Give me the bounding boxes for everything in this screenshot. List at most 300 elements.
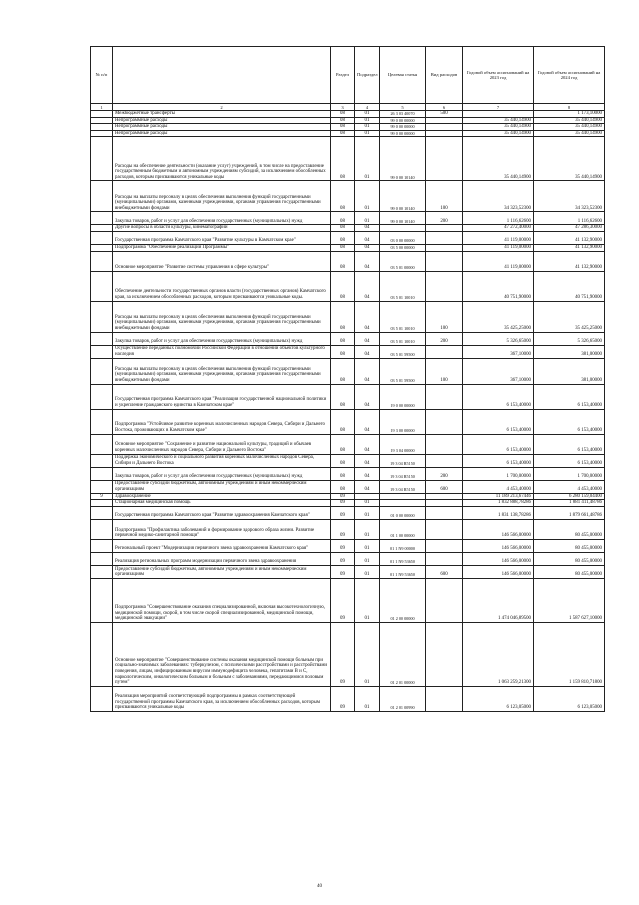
table-row — [91, 686, 605, 711]
table-row — [91, 130, 605, 137]
row-section: 08 — [331, 244, 355, 251]
row-volume-2024: 1 173,10000 — [534, 111, 605, 118]
row-volume-2024: 41 132,90000 — [534, 244, 605, 251]
row-section: 08 — [331, 358, 355, 384]
row-volume-2024: 80 455,00000 — [534, 565, 605, 578]
row-subsection: 04 — [355, 409, 380, 434]
row-section: 09 — [331, 578, 355, 622]
table-row — [91, 622, 605, 686]
row-volume-2024: 35 440,14900 — [534, 117, 605, 124]
table-row — [91, 117, 605, 124]
row-expense-type — [426, 225, 463, 232]
row-expense-type — [426, 493, 463, 500]
row-target: 03 5 01 59500 — [380, 358, 426, 384]
row-num — [91, 301, 113, 332]
row-volume-2024: 6 153,40000 — [534, 434, 605, 454]
row-name: Основное мероприятие "Совершенствование системы оказания медицинской помощи больным при социально-значимых заболеваниях: туберкулезом, с психическими расстройствами и расстройствами поведения, лицам, инфицированным вирусом иммунодефицита человека, гепатитами В и С, наркологическим, онкологическим больным и больным с заболеваниями, передающимися половым путем" — [113, 622, 331, 686]
row-section: 09 — [331, 686, 355, 711]
row-volume-2023: 35 440,14900 — [463, 130, 534, 137]
row-section: 08 — [331, 301, 355, 332]
column-number: 4 — [355, 104, 380, 111]
row-name: Реализация мероприятий соответствующей подпрограммы в рамках соответствующей государственной программы Камчатского края, за исключением обособленных расходов, которым присваиваются уникальные коды — [113, 686, 331, 711]
row-expense-type — [426, 552, 463, 565]
row-expense-type — [426, 500, 463, 507]
row-name: Государственная программа Камчатского края "Развитие культуры в Камчатском крае" — [113, 231, 331, 244]
row-volume-2023: 1 700,00000 — [463, 467, 534, 480]
row-volume-2023 — [463, 111, 534, 118]
row-section: 08 — [331, 480, 355, 493]
table-row — [91, 358, 605, 384]
row-subsection: 04 — [355, 434, 380, 454]
row-target: 19 3 04 00000 — [380, 434, 426, 454]
row-volume-2024: 6 153,40000 — [534, 409, 605, 434]
row-section: 08 — [331, 111, 355, 118]
row-name: Подпрограмма "Совершенствование оказания специализированной, включая высокотехнологичную, медицинской помощи, скорой, в том числе скорой специализированной, медицинской помощи, медицинской эвакуации" — [113, 578, 331, 622]
table-row — [91, 434, 605, 454]
row-volume-2024: 35 440,14900 — [534, 124, 605, 131]
table-row — [91, 552, 605, 565]
row-target: 03 5 00 00000 — [380, 244, 426, 251]
table-row — [91, 565, 605, 578]
row-volume-2024: 1 159 810,71800 — [534, 622, 605, 686]
row-volume-2023: 1 831 138,78286 — [463, 506, 534, 519]
row-num — [91, 137, 113, 181]
row-subsection: 01 — [355, 578, 380, 622]
row-section: 09 — [331, 565, 355, 578]
row-name: Расходы на выплаты персоналу в целях обеспечения выполнения функций государственными (муниципальными) органами, казенными учреждениями, органами управления государственными внебюджетными фондами — [113, 301, 331, 332]
row-target: 01 1 N9 53650 — [380, 565, 426, 578]
row-num — [91, 358, 113, 384]
column-number-row — [91, 104, 605, 111]
row-expense-type — [426, 137, 463, 181]
table-row — [91, 454, 605, 467]
row-volume-2024: 80 455,00000 — [534, 539, 605, 552]
row-subsection: 04 — [355, 384, 380, 409]
row-subsection: 04 — [355, 480, 380, 493]
row-expense-type — [426, 519, 463, 539]
row-volume-2024: 47 286,30000 — [534, 225, 605, 232]
row-volume-2023: 6 153,40000 — [463, 409, 534, 434]
row-volume-2023: 146 566,00000 — [463, 565, 534, 578]
table-row — [91, 244, 605, 251]
row-target: 99 0 00 10140 — [380, 181, 426, 212]
row-section: 08 — [331, 271, 355, 301]
row-name: Осуществление переданных полномочий Российской Федерации в отношении объектов культурного наследия — [113, 345, 331, 358]
row-section: 09 — [331, 493, 355, 500]
row-target: 99 0 00 10140 — [380, 212, 426, 225]
row-section: 08 — [331, 231, 355, 244]
row-num — [91, 467, 113, 480]
header-section: Раздел — [331, 47, 355, 104]
row-expense-type — [426, 686, 463, 711]
row-target: 19 3 00 00000 — [380, 409, 426, 434]
table-header-row — [91, 47, 605, 104]
row-num — [91, 578, 113, 622]
row-name: Реализация региональных программ модернизации первичного звена здравоохранения — [113, 552, 331, 565]
row-subsection: 04 — [355, 332, 380, 345]
row-subsection: 01 — [355, 622, 380, 686]
table-row — [91, 500, 605, 507]
row-section: 09 — [331, 622, 355, 686]
row-volume-2023: 35 440,14900 — [463, 124, 534, 131]
header-expense-type: Вид расходов — [426, 47, 463, 104]
row-subsection: 01 — [355, 565, 380, 578]
column-number: 5 — [380, 104, 426, 111]
row-volume-2024: 1 881 411,48786 — [534, 500, 605, 507]
row-subsection — [355, 493, 380, 500]
row-expense-type — [426, 244, 463, 251]
row-volume-2023: 146 566,00000 — [463, 539, 534, 552]
row-volume-2024: 1 587 627,10000 — [534, 578, 605, 622]
row-volume-2023: 146 566,00000 — [463, 552, 534, 565]
row-name: Непрограммные расходы — [113, 124, 331, 131]
table-body — [91, 111, 605, 712]
row-num — [91, 454, 113, 467]
row-subsection: 04 — [355, 301, 380, 332]
row-expense-type — [426, 454, 463, 467]
row-name: Расходы на выплаты персоналу в целях обеспечения выполнения функций государственными (муниципальными) органами, казенными учреждениями, органами управления государственными внебюджетными фондами — [113, 181, 331, 212]
budget-table — [90, 46, 605, 712]
row-name: Другие вопросы в области культуры, кинематографии — [113, 225, 331, 232]
row-section: 08 — [331, 130, 355, 137]
row-volume-2024: 381,00000 — [534, 345, 605, 358]
row-target — [380, 493, 426, 500]
row-volume-2024: 41 132,90000 — [534, 231, 605, 244]
row-name: Основное мероприятие "Сохранение и развитие национальной культуры, традиций и обычаев коренных малочисленных народов Севера, Сибири и Дальнего Востока" — [113, 434, 331, 454]
row-expense-type: 100 — [426, 358, 463, 384]
row-section: 08 — [331, 225, 355, 232]
row-name: Непрограммные расходы — [113, 130, 331, 137]
row-volume-2024: 80 455,00000 — [534, 552, 605, 565]
row-num — [91, 225, 113, 232]
row-target: 01 0 00 00000 — [380, 506, 426, 519]
row-name: Основное мероприятие "Развитие системы управления в сфере культуры" — [113, 251, 331, 271]
row-num — [91, 251, 113, 271]
column-number: 8 — [534, 104, 605, 111]
row-name: Предоставление субсидий бюджетным, автономным учреждениям и иным некоммерческим организациям — [113, 565, 331, 578]
row-target: 99 0 00 10140 — [380, 137, 426, 181]
row-volume-2023: 35 440,14900 — [463, 137, 534, 181]
row-name: Подпрограмма "Профилактика заболеваний и формирование здорового образа жизни. Развитие первичной медико-санитарной помощи" — [113, 519, 331, 539]
row-section: 08 — [331, 345, 355, 358]
row-section: 08 — [331, 467, 355, 480]
row-section: 09 — [331, 519, 355, 539]
row-target — [380, 225, 426, 232]
row-volume-2023: 40 751,90000 — [463, 271, 534, 301]
page-number: 40 — [317, 884, 322, 889]
row-subsection: 01 — [355, 212, 380, 225]
row-subsection: 04 — [355, 467, 380, 480]
row-section: 09 — [331, 552, 355, 565]
row-volume-2023: 47 272,40000 — [463, 225, 534, 232]
row-target: 03 5 01 10010 — [380, 301, 426, 332]
row-expense-type: 100 — [426, 301, 463, 332]
row-name: Непрограммные расходы — [113, 117, 331, 124]
row-volume-2023: 367,10000 — [463, 358, 534, 384]
table-row — [91, 480, 605, 493]
row-volume-2024: 41 132,90000 — [534, 251, 605, 271]
row-target: 01 1 00 00000 — [380, 519, 426, 539]
row-name: Закупка товаров, работ и услуг для обеспечения государственных (муниципальных) нужд — [113, 332, 331, 345]
row-volume-2023: 367,10000 — [463, 345, 534, 358]
column-number: 7 — [463, 104, 534, 111]
row-num: 9 — [91, 493, 113, 500]
row-section: 08 — [331, 454, 355, 467]
table-row — [91, 271, 605, 301]
row-volume-2023: 146 566,00000 — [463, 519, 534, 539]
row-subsection: 01 — [355, 519, 380, 539]
row-expense-type — [426, 124, 463, 131]
row-section: 08 — [331, 117, 355, 124]
row-expense-type — [426, 345, 463, 358]
row-num — [91, 539, 113, 552]
row-expense-type: 500 — [426, 111, 463, 118]
row-section: 08 — [331, 409, 355, 434]
row-name: Предоставление субсидий бюджетным, автономным учреждениям и иным некоммерческим организациям — [113, 480, 331, 493]
row-expense-type — [426, 384, 463, 409]
table-row — [91, 111, 605, 118]
row-section: 08 — [331, 332, 355, 345]
row-target — [380, 500, 426, 507]
row-section: 08 — [331, 434, 355, 454]
row-volume-2023: 11 189 213,67446 — [463, 493, 534, 500]
row-num — [91, 565, 113, 578]
column-number: 1 — [91, 104, 113, 111]
row-volume-2023: 35 440,14900 — [463, 117, 534, 124]
row-num — [91, 622, 113, 686]
row-volume-2024: 35 440,14900 — [534, 137, 605, 181]
row-num — [91, 212, 113, 225]
row-name: Межбюджетные трансферты — [113, 111, 331, 118]
column-number: 2 — [113, 104, 331, 111]
row-expense-type — [426, 622, 463, 686]
row-expense-type — [426, 271, 463, 301]
row-volume-2023: 1 832 888,78286 — [463, 500, 534, 507]
row-subsection: 04 — [355, 244, 380, 251]
table-row — [91, 384, 605, 409]
row-num — [91, 332, 113, 345]
row-volume-2023: 6 153,40000 — [463, 454, 534, 467]
row-subsection: 01 — [355, 552, 380, 565]
row-section: 09 — [331, 506, 355, 519]
column-number: 3 — [331, 104, 355, 111]
row-volume-2023: 6 153,40000 — [463, 434, 534, 454]
row-target: 01 2 01 00000 — [380, 622, 426, 686]
table-row — [91, 578, 605, 622]
row-volume-2024: 1 700,00000 — [534, 467, 605, 480]
row-volume-2023: 41 119,00000 — [463, 231, 534, 244]
row-target: 03 5 01 00000 — [380, 251, 426, 271]
row-expense-type — [426, 539, 463, 552]
row-num — [91, 345, 113, 358]
row-target: 01 1 N9 00000 — [380, 539, 426, 552]
row-expense-type — [426, 506, 463, 519]
row-num — [91, 231, 113, 244]
row-name: Подпрограмма "Обеспечение реализации Программы" — [113, 244, 331, 251]
table-row — [91, 301, 605, 332]
row-name: Здравоохранение — [113, 493, 331, 500]
row-subsection: 01 — [355, 539, 380, 552]
row-volume-2023: 6 123,05000 — [463, 686, 534, 711]
row-subsection: 04 — [355, 358, 380, 384]
row-target: 03 0 00 00000 — [380, 231, 426, 244]
row-name: Государственная программа Камчатского края "Реализация государственной национальной политики и укрепление гражданского единства в Камчатском крае" — [113, 384, 331, 409]
row-expense-type: 100 — [426, 181, 463, 212]
row-num — [91, 384, 113, 409]
row-num — [91, 181, 113, 212]
table-row — [91, 493, 605, 500]
row-volume-2024: 1 879 661,48786 — [534, 506, 605, 519]
row-num — [91, 519, 113, 539]
row-expense-type — [426, 117, 463, 124]
table-row — [91, 467, 605, 480]
budget-table-page — [90, 46, 604, 712]
table-row — [91, 137, 605, 181]
table-row — [91, 332, 605, 345]
table-row — [91, 539, 605, 552]
row-target: 01 2 00 00000 — [380, 578, 426, 622]
row-name: Государственная программа Камчатского края "Развитие здравоохранения Камчатского края" — [113, 506, 331, 519]
row-expense-type — [426, 251, 463, 271]
column-number: 6 — [426, 104, 463, 111]
row-subsection: 04 — [355, 271, 380, 301]
table-row — [91, 519, 605, 539]
row-name: Стационарная медицинская помощь — [113, 500, 331, 507]
row-target: 01 2 01 00990 — [380, 686, 426, 711]
row-section: 09 — [331, 539, 355, 552]
row-subsection: 01 — [355, 686, 380, 711]
row-num — [91, 244, 113, 251]
row-name: Поддержка экономического и социального развития коренных малочисленных народов Севера, Сибири и Дальнего Востока — [113, 454, 331, 467]
table-row — [91, 345, 605, 358]
row-expense-type — [426, 409, 463, 434]
row-num — [91, 117, 113, 124]
header-num: № п/п — [91, 47, 113, 104]
row-volume-2024: 381,00000 — [534, 358, 605, 384]
row-target: 19 3 04 R5150 — [380, 467, 426, 480]
row-target: 99 0 00 00000 — [380, 117, 426, 124]
row-expense-type — [426, 434, 463, 454]
row-volume-2024: 6 153,40000 — [534, 384, 605, 409]
row-subsection: 01 — [355, 500, 380, 507]
row-subsection: 04 — [355, 345, 380, 358]
row-name: Расходы на обеспечение деятельности (оказание услуг) учреждений, в том числе на предоставление государственным бюджетным и автономным учреждениям субсидий, за исключением обособленных расходов, которым присваиваются уникальные коды — [113, 137, 331, 181]
header-target: Целевая статья — [380, 47, 426, 104]
row-subsection: 01 — [355, 117, 380, 124]
row-name: Региональный проект "Модернизация первичного звена здравоохранения Камчатского края" — [113, 539, 331, 552]
row-target: 99 0 00 00000 — [380, 124, 426, 131]
row-volume-2024: 6 153,40000 — [534, 454, 605, 467]
row-expense-type: 600 — [426, 565, 463, 578]
row-section: 08 — [331, 384, 355, 409]
table-row — [91, 225, 605, 232]
table-row — [91, 124, 605, 131]
row-volume-2024: 1 116,62600 — [534, 212, 605, 225]
row-name: Подпрограмма "Устойчивое развитие коренных малочисленных народов Севера, Сибири и Дальнего Востока, проживающих в Камчатском крае" — [113, 409, 331, 434]
table-row — [91, 212, 605, 225]
row-subsection: 04 — [355, 454, 380, 467]
row-volume-2024: 4 453,40000 — [534, 480, 605, 493]
row-subsection: 01 — [355, 124, 380, 131]
row-target: 03 5 01 10010 — [380, 271, 426, 301]
row-target: 03 5 01 10010 — [380, 332, 426, 345]
row-name: Закупка товаров, работ и услуг для обеспечения государственных (муниципальных) нужд — [113, 212, 331, 225]
row-section: 09 — [331, 500, 355, 507]
header-name — [113, 47, 331, 104]
row-volume-2024: 6 280 159,04400 — [534, 493, 605, 500]
row-volume-2023: 41 119,00000 — [463, 251, 534, 271]
table-row — [91, 251, 605, 271]
row-num — [91, 409, 113, 434]
row-name: Закупка товаров, работ и услуг для обеспечения государственных (муниципальных) нужд — [113, 467, 331, 480]
row-name: Расходы на выплаты персоналу в целях обеспечения выполнения функций государственными (муниципальными) органами, казенными учреждениями, органами управления государственными внебюджетными фондами — [113, 358, 331, 384]
row-section: 08 — [331, 137, 355, 181]
row-expense-type: 200 — [426, 212, 463, 225]
row-volume-2023: 34 323,52300 — [463, 181, 534, 212]
row-expense-type: 600 — [426, 480, 463, 493]
row-num — [91, 434, 113, 454]
row-expense-type: 200 — [426, 467, 463, 480]
table-row — [91, 506, 605, 519]
row-num — [91, 480, 113, 493]
row-num — [91, 506, 113, 519]
row-num — [91, 500, 113, 507]
row-subsection: 04 — [355, 251, 380, 271]
row-volume-2024: 40 751,90000 — [534, 271, 605, 301]
row-target: 19 0 00 00000 — [380, 384, 426, 409]
row-subsection: 01 — [355, 181, 380, 212]
row-volume-2023: 5 326,65000 — [463, 332, 534, 345]
row-target: 01 1 N9 53650 — [380, 552, 426, 565]
header-subsection: Подраздел — [355, 47, 380, 104]
row-section: 08 — [331, 251, 355, 271]
row-volume-2024: 6 123,05000 — [534, 686, 605, 711]
row-subsection: 01 — [355, 506, 380, 519]
row-target: 99 0 00 00000 — [380, 130, 426, 137]
row-section: 08 — [331, 212, 355, 225]
row-expense-type — [426, 231, 463, 244]
row-volume-2023: 35 425,25000 — [463, 301, 534, 332]
row-num — [91, 552, 113, 565]
row-expense-type: 200 — [426, 332, 463, 345]
row-volume-2023: 4 453,40000 — [463, 480, 534, 493]
row-target: 19 3 04 R5150 — [380, 480, 426, 493]
row-volume-2024: 35 425,25000 — [534, 301, 605, 332]
row-num — [91, 271, 113, 301]
row-target: 03 5 01 59500 — [380, 345, 426, 358]
row-subsection: 04 — [355, 225, 380, 232]
row-target: 19 3 04 R5150 — [380, 454, 426, 467]
row-name: Обеспечение деятельности государственных органов власти (государственных органов) Камчатского края, за исключением обособленных расходов, которым присваиваются уникальные коды. — [113, 271, 331, 301]
row-volume-2024: 35 440,14900 — [534, 130, 605, 137]
row-section: 08 — [331, 124, 355, 131]
row-volume-2024: 34 323,52300 — [534, 181, 605, 212]
table-row — [91, 409, 605, 434]
table-row — [91, 231, 605, 244]
row-subsection: 04 — [355, 231, 380, 244]
row-section: 08 — [331, 181, 355, 212]
row-num — [91, 130, 113, 137]
row-subsection: 01 — [355, 111, 380, 118]
row-num — [91, 686, 113, 711]
header-volume-2024: Годовой объем ассигнований на 2024 год — [534, 47, 605, 104]
header-volume-2023: Годовой объем ассигнований на 2023 год — [463, 47, 534, 104]
row-volume-2024: 5 326,65000 — [534, 332, 605, 345]
row-target: 26 3 03 40070 — [380, 111, 426, 118]
row-volume-2024: 80 455,00000 — [534, 519, 605, 539]
row-volume-2023: 1 474 046,89500 — [463, 578, 534, 622]
row-subsection: 01 — [355, 137, 380, 181]
